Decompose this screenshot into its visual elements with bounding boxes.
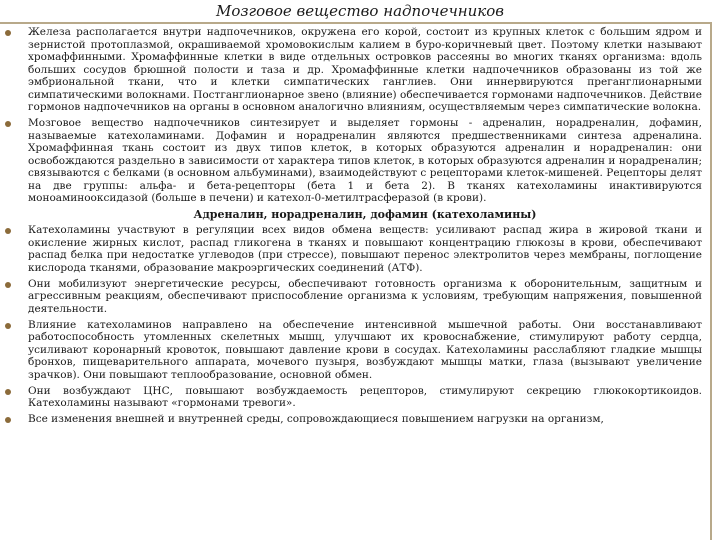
bullet-icon — [5, 323, 11, 329]
right-border — [710, 22, 712, 540]
slide-body — [0, 26, 706, 429]
bullet-icon — [5, 417, 11, 423]
list-item — [0, 278, 706, 316]
bullet-icon — [5, 228, 11, 234]
list-item — [0, 224, 706, 274]
paragraph-text: Все изменения внешней и внутренней среды, сопровождающиеся повышением нагрузки на организм, — [28, 413, 604, 425]
list-item — [0, 413, 706, 426]
bullet-icon — [5, 121, 11, 127]
list-item — [0, 319, 706, 382]
list-item — [0, 385, 706, 410]
list-item — [0, 117, 706, 205]
bullet-icon — [5, 389, 11, 395]
paragraph-text: Железа располагается внутри надпочечников, окружена его корой, состоит из крупных клеток с большим ядром и зернистой протоплазмой, окрашиваемой хромовокислым калием в буро-коричневый цвет. Поэтому клетки называют хромаффинными. Хромаффинные клетки в виде отдельных островков рассеяны во многих тканях организма: вдоль больших сосудов брюшной полости и таза и др. Хромаффинные клетки надпочечников образованы из той же эмбриональной ткани, что и клетки симпатических ганглиев. Они иннервируются преганглионарными симпатическими волокнами. Постганглионарное звено (влияние) обеспечивается гормонами надпочечников. Действие гормонов надпочечников на органы в основном аналогично влияниям, осуществляемым через симпатические волокна. — [28, 26, 702, 113]
paragraph-text: Влияние катехоламинов направлено на обеспечение интенсивной мышечной работы. Они восстанавливают работоспособность утомленных скелетных мышц, улучшают их кровоснабжение, стимулируют работу сердца, усиливают коронарный кровоток, повышают давление крови в сосудах. Катехоламины расслабляют гладкие мышцы бронхов, пищеварительного аппарата, мочевого пузыря, возбуждают мышцы матки, глаза (вызывают увеличение зрачков). Они повышают теплообразование, основной обмен. — [28, 318, 702, 381]
title-divider — [0, 22, 712, 24]
paragraph-text: Катехоламины участвуют в регуляции всех видов обмена веществ: усиливают распад жира в жировой ткани и окисление жирных кислот, распад гликогена в тканях и повышают концентрацию глюкозы в крови, обеспечивают распад белка при недостатке углеводов (при стрессе), повышают перенос электролитов через мембраны, поглощение кислорода тканями, образование макроэргических соединений (АТФ). — [28, 224, 702, 274]
bullet-icon — [5, 30, 11, 36]
paragraph-text: Они возбуждают ЦНС, повышают возбуждаемость рецепторов, стимулируют секрецию глюкокортикоидов. Катехоламины называют «гормонами тревоги». — [28, 384, 702, 409]
paragraph-text: Мозговое вещество надпочечников синтезирует и выделяет гормоны - адреналин, норадреналин, дофамин, называемые катехоламинами. Дофамин и норадреналин являются предшественниками синтеза адреналина. Хромаффинная ткань состоит из двух типов клеток, в которых образуются адреналин и норадреналин: они освобождаются раздельно в зависимости от характера типов клеток, в которых образуются адреналин и норадреналин; связываются с белками (в основном альбуминами), взаимодействуют с рецепторами клеток-мишеней. Рецепторы делят на две группы: альфа- и бета-рецепторы (бета 1 и бета 2). В тканях катехоламины инактивируются моноаминооксидазой (больше в печени) и катехол-0-метилтрасферазой (в крови). — [28, 117, 702, 204]
section-heading: Адреналин, норадреналин, дофамин (катехоламины) — [193, 208, 537, 221]
list-item — [0, 26, 706, 114]
bullet-icon — [5, 282, 11, 288]
page-title: Мозговое вещество надпочечников — [215, 2, 505, 20]
paragraph-text: Они мобилизуют энергетические ресурсы, обеспечивают готовность организма к оборонительным, защитным и агрессивным реакциям, обеспечивают приспособление организма к условиям, требующим напряжения, повышенной деятельности. — [28, 277, 702, 315]
